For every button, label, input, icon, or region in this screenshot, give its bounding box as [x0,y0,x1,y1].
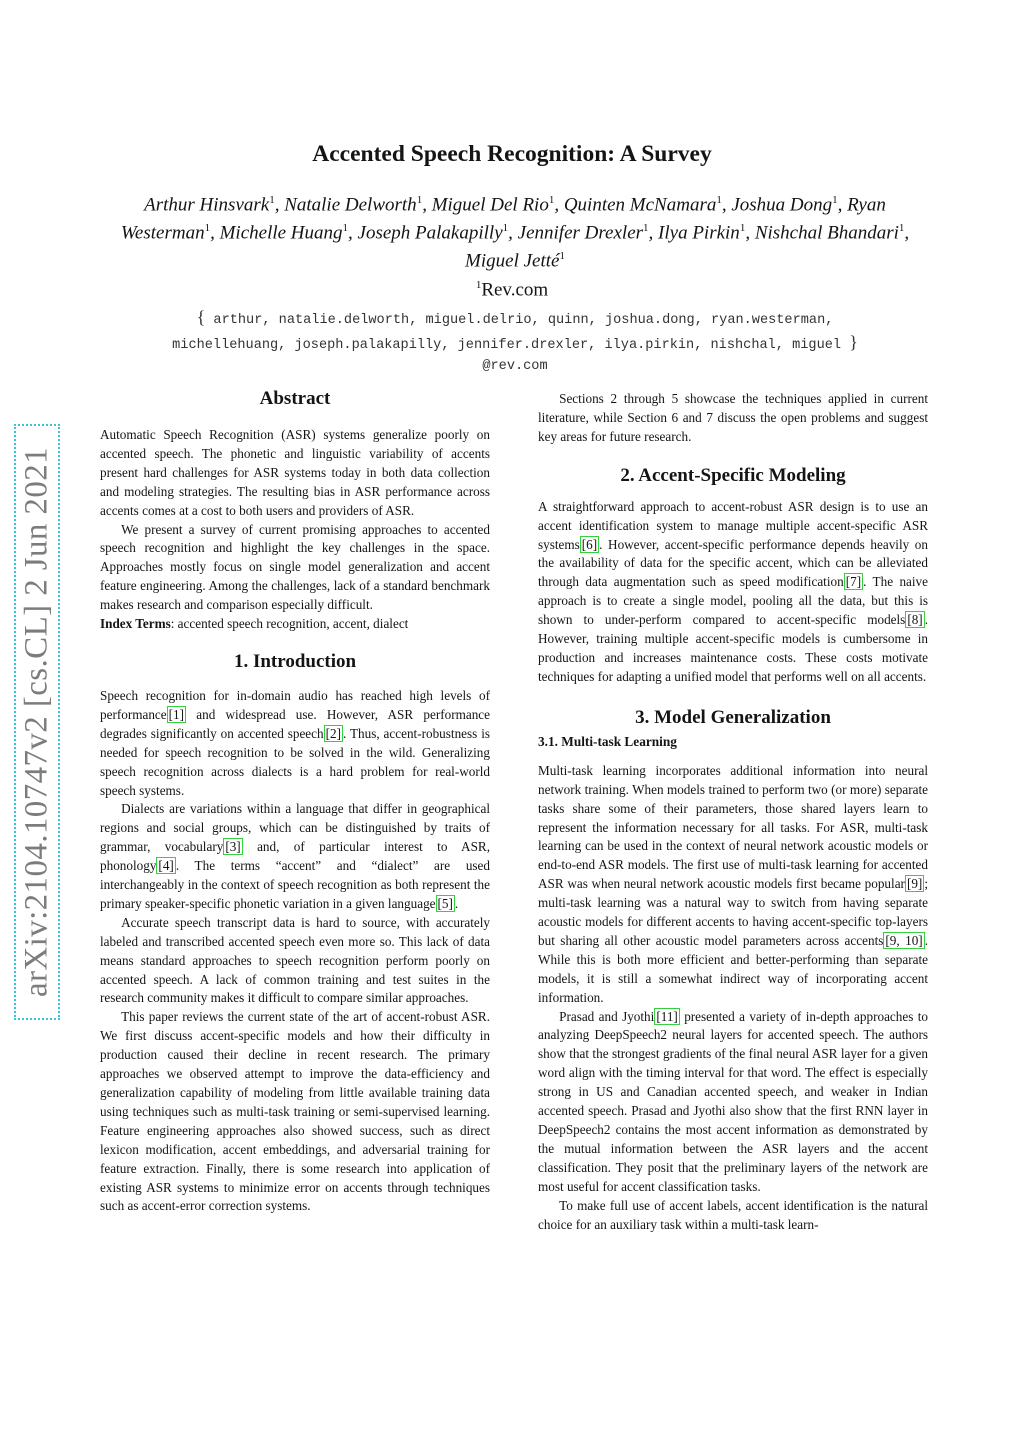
author-name: Jennifer Drexler [517,222,644,244]
citation-link[interactable]: [3] [225,839,241,855]
abstract-heading: Abstract [259,388,331,409]
section-3-paragraph-2: Prasad and Jyothi [11] presented a variety of in-depth approaches to analyzing DeepSpeech2 neural layers for accented speech. The authors show that the strongest gradients of the final neural ASR layer for a given word align with the timing interval for that word. The effect is especially strong in US and Canadian accented speech, and weaker in Indian accented speech. Prasad and Jyothi also show that the first RNN layer in DeepSpeech2 contains the most accent information as demonstrated by the mutual information between the ASR layers and the accent classification. They posit that the preliminary layers of the network are most useful for accent classification tasks. [538,1008,928,1194]
left-column [100,387,490,1216]
right-column [538,390,928,1234]
abstract-paragraph-2: We present a survey of current promising approaches to accented speech recognition and highlight the key challenges in the space. Approaches mostly focus on single model generalization and accent feature engineering. Among the challenges, lack of a standard benchmark makes research and comparison especially difficult. [100,521,490,613]
author-name: Joseph Palakapilly [357,222,503,244]
author-affiliation-mark: 1 [204,221,211,234]
author-name: Arthur Hinsvark [144,194,270,216]
author-name: Natalie Delworth [284,194,417,216]
author-affiliation-mark: 1 [548,194,555,206]
arxiv-identifier-text: arXiv:2104.10747v2 [cs.CL] 2 Jun 2021 [18,446,55,998]
citation-link[interactable]: [7] [845,574,862,590]
index-terms [100,615,490,634]
citation-link[interactable]: [2] [325,725,341,741]
citation-link[interactable]: [4] [158,858,174,874]
section-3-paragraph-1: Multi-task learning incorporates additional information into neural network training. When models trained to perform two (or more) separate tasks share some of their parameters, those shared layers learn to represent the information necessary for all tasks. For ASR, multi-task learning can be used in the context of neural network acoustic models or end-to-end ASR models. The first use of multi-task learning for accented ASR was when neural network acoustic models first became popular [9] ; multi-task learning was a natural way to switch from having separate acoustic models for different accents to having accent-specific top-layers but sharing all other acoustic model parameters across accents [9, 10] . While this is both more efficient and better-performing than separate models, it is still a somewhat indirect way of incorporating accent information. [538,762,928,1005]
section-3-paragraph-3: To make full use of accent labels, accent identification is the natural choice for an auxiliary task within a multi-task learn- [538,1197,928,1232]
affiliation-name: Rev.com [481,279,549,301]
abstract-paragraph-1: Automatic Speech Recognition (ASR) systems generalize poorly on accented speech. The phonetic and linguistic variability of accents present hard challenges for ASR systems today in both data collection and modeling strategies. The resulting bias in ASR performance across accents comes at a cost to both users and providers of ASR. [100,427,490,518]
index-terms-list: : accented speech recognition, accent, dialect [170,616,409,632]
author-emails [80,307,950,378]
author-affiliation-mark: 1 [342,221,349,234]
section-2-paragraph: A straightforward approach to accent-robust ASR design is to use an accent identification system to manage multiple accent-specific ASR systems [6] . However, accent-specific performance depends heavily on the availability of data for the specific accent, which can be alleviated through data augmentation such as speed modification [7] . The naive approach is to create a single model, pooling all the data, but this is shown to under-perform compared to accent-specific models [8] . However, training multiple accent-specific models is cumbersome in production and increases maintenance costs. These costs motivate techniques for adapting a unified model that performs well on all accents. [538,498,928,684]
citation-link[interactable]: [5] [437,895,453,911]
author-name: Ilya Pirkin [658,222,740,244]
author-list: Arthur Hinsvark$^1$, Natalie Delworth$^1$, Miguel Del Rio$^1$, Quinten McNamara$^1$, Joshua Dong$^1$, Ryan Westerman$^1$, Michelle Huang$^1$, Joseph Palakapilly$^1$, Jennifer Drexler$^1$, Ilya Pirkin$^1$, Nishchal Bhandari$^1$, Miguel Jetté$^1$ [120,194,910,271]
author-name: Miguel Jetté [465,249,560,271]
section-3-heading: 3. Model Generalization [635,706,831,728]
author-affiliation-mark: 1 [739,221,746,234]
intro-paragraph-4: This paper reviews the current state of the art of accent-robust ASR. We first discuss accent-specific models and how their difficulty in production caused their decline in recent research. The primary approaches we observed attempt to improve the data-efficiency and generalization capability of modeling from little available training data using techniques such as multi-task training or semi-supervised learning. Feature engineering approaches also showed success, such as direct lexicon modification, accent embeddings, and adversarial training for feature extraction. Finally, there is some research into application of existing ASR systems to minimize error on accents through techniques such as accent-error correction systems. [100,1009,490,1214]
author-name: Ryan Westerman [120,194,886,244]
author-name: Michelle Huang [219,222,343,244]
affiliation-mark: 1 [475,279,482,291]
sections-overview-paragraph: Sections 2 through 5 showcase the techniques applied in current literature, while Section 6 and 7 discuss the open problems and suggest key areas for future research. [538,391,928,444]
citation-link[interactable]: [9] [906,876,923,892]
intro-paragraph-1: Speech recognition for in-domain audio has reached high levels of performance [1] and widespread use. However, ASR performance degrades significantly on accented speech [2] . Thus, accent-robustness is needed for speech recognition to be solved in the wild. Generalizing speech recognition across dialects is a hard problem for real-world speech systems. [100,687,490,798]
author-affiliation-mark: 1 [643,221,649,234]
author-affiliation-mark: 1 [269,194,275,206]
emails-line-2: michellehuang, joseph.palakapilly, jennifer.drexler, ilya.pirkin, nishchal, miguel [172,337,842,353]
author-name: Quinten McNamara [563,194,717,216]
citation-link[interactable]: [9, 10] [885,932,923,948]
author-affiliation-mark: 1 [559,249,565,262]
emails-line-1: arthur, natalie.delworth, miguel.delrio, quinn, joshua.dong, ryan.westerman, [213,313,834,328]
citation-link[interactable]: [1] [168,706,185,722]
emails-domain: @rev.com [482,359,548,374]
section-2-heading: 2. Accent-Specific Modeling [620,464,846,486]
citation-link[interactable]: [11] [656,1008,678,1024]
author-affiliation-mark: 1 [416,194,423,206]
affiliation [0,279,1024,301]
emails-open-brace: { [196,307,206,327]
emails-close-brace: } [849,331,858,352]
author-name: Miguel Del Rio [431,194,549,216]
citation-link[interactable]: [6] [581,536,598,552]
intro-paragraph-3: Accurate speech transcript data is hard to source, with accurately labeled and transcribed accented speech even more so. This lack of data means standard approaches to speech recognition perform poorly on accented speech. A lack of common training and test suites in the research community makes it difficult to compare similar approaches. [100,914,490,1006]
intro-paragraph-2: Dialects are variations within a language that differ in geographical regions and social groups, which can be distinguished by traits of grammar, vocabulary [3] and, of particular interest to ASR, phonology [4] . The terms “accent” and “dialect” are used interchangeably in the context of speech recognition as both represent the primary speaker-specific phonetic variation in a given language [5] . [100,801,490,911]
author-name: Nishchal Bhandari [754,222,899,244]
author-affiliation-mark: 1 [898,221,905,234]
author-affiliation-mark: 1 [716,194,722,206]
paper-title: Accented Speech Recognition: A Survey [312,141,712,167]
subsection-3-1-heading: 3.1. Multi-task Learning [538,733,677,749]
arxiv-identifier[interactable] [14,424,60,1020]
author-name: Joshua Dong [731,194,833,216]
author-affiliation-mark: 1 [832,194,838,206]
index-terms-label: Index Terms [100,616,171,632]
citation-link[interactable]: [8] [907,612,923,628]
author-affiliation-mark: 1 [502,221,509,234]
introduction-heading: 1. Introduction [233,650,357,672]
